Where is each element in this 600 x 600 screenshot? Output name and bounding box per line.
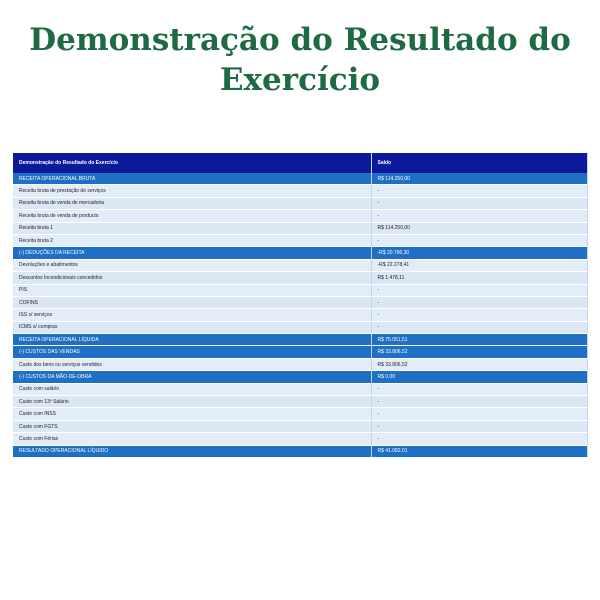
row-label: (-) CUSTOS DA MÃO-DE-OBRA: [13, 371, 371, 383]
row-value: R$ 1.478,11: [371, 272, 587, 284]
row-label: ICMS s/ compras: [13, 321, 371, 333]
row-label: Receita bruta 1: [13, 222, 371, 234]
row-value: -: [371, 433, 587, 445]
table-row: [13, 396, 587, 408]
row-label: Custo dos bens ou serviços vendidos: [13, 358, 371, 370]
row-value: -: [371, 197, 587, 209]
table-row: [13, 358, 587, 370]
row-label: Custo com 13º Salário: [13, 396, 371, 408]
page-title: [0, 20, 600, 100]
column-header-description: Demonstração do Resultado do Exercício: [13, 153, 371, 173]
table-row: [13, 272, 587, 284]
page-title-line1: Demonstração do Resultado do: [29, 22, 571, 58]
page-title-line2: Exercício: [219, 62, 381, 98]
row-label: Custo com INSS: [13, 408, 371, 420]
row-label: Receita bruta de venda de mercadoria: [13, 197, 371, 209]
row-value: -: [371, 284, 587, 296]
row-label: COFINS: [13, 296, 371, 308]
row-value: R$ 33.806,52: [371, 358, 587, 370]
table-row: [13, 321, 587, 333]
table-section-row: [13, 371, 587, 383]
dre-table-container: [13, 153, 587, 455]
table-row: [13, 197, 587, 209]
row-label: ISS s/ serviços: [13, 309, 371, 321]
table-row: [13, 210, 587, 222]
row-value: -: [371, 296, 587, 308]
table-row: [13, 433, 587, 445]
row-label: RESULTADO OPERACIONAL LÍQUIDO: [13, 445, 371, 457]
row-value: -: [371, 396, 587, 408]
table-row: [13, 284, 587, 296]
dre-table: [13, 153, 588, 458]
row-value: -R$ 22.278,41: [371, 259, 587, 271]
table-row: [13, 259, 587, 271]
row-value: -: [371, 210, 587, 222]
row-value: -: [371, 408, 587, 420]
table-row: [13, 296, 587, 308]
table-header-row: [13, 153, 587, 173]
row-value: R$ 33.806,52: [371, 346, 587, 358]
row-value: R$ 41.082,01: [371, 445, 587, 457]
row-label: Custo com salário: [13, 383, 371, 395]
row-value: -: [371, 234, 587, 246]
table-row: [13, 420, 587, 432]
table-row: [13, 185, 587, 197]
table-section-row: [13, 334, 587, 346]
row-value: R$ 114.250,00: [371, 173, 587, 185]
row-value: R$ 75.051,51: [371, 334, 587, 346]
row-value: -: [371, 309, 587, 321]
table-body: [13, 173, 587, 457]
table-section-row: [13, 445, 587, 457]
row-value: -: [371, 321, 587, 333]
table-section-row: [13, 173, 587, 185]
row-value: R$ 114.250,00: [371, 222, 587, 234]
row-label: PIS: [13, 284, 371, 296]
table-row: [13, 383, 587, 395]
table-section-row: [13, 247, 587, 259]
table-section-row: [13, 346, 587, 358]
row-value: -: [371, 185, 587, 197]
row-label: RECEITA OPERACIONAL BRUTA: [13, 173, 371, 185]
row-label: Descontos Incondicionais concedidos: [13, 272, 371, 284]
row-value: R$ 0,00: [371, 371, 587, 383]
row-label: RECEITA OPERACIONAL LÍQUIDA: [13, 334, 371, 346]
row-label: Devoluções e abatimentos: [13, 259, 371, 271]
row-value: -R$ 20.790,30: [371, 247, 587, 259]
table-row: [13, 234, 587, 246]
row-value: -: [371, 383, 587, 395]
table-row: [13, 222, 587, 234]
row-label: (-) DEDUÇÕES DA RECEITA: [13, 247, 371, 259]
row-label: Custo com Férias: [13, 433, 371, 445]
row-label: (-) CUSTOS DAS VENDAS: [13, 346, 371, 358]
row-label: Receita bruta de venda de producto: [13, 210, 371, 222]
row-label: Receita bruta 2: [13, 234, 371, 246]
table-row: [13, 408, 587, 420]
row-value: -: [371, 420, 587, 432]
row-label: Receita bruta de prestação de serviços: [13, 185, 371, 197]
row-label: Custo com FGTS: [13, 420, 371, 432]
table-row: [13, 309, 587, 321]
column-header-balance: Saldo: [371, 153, 587, 173]
